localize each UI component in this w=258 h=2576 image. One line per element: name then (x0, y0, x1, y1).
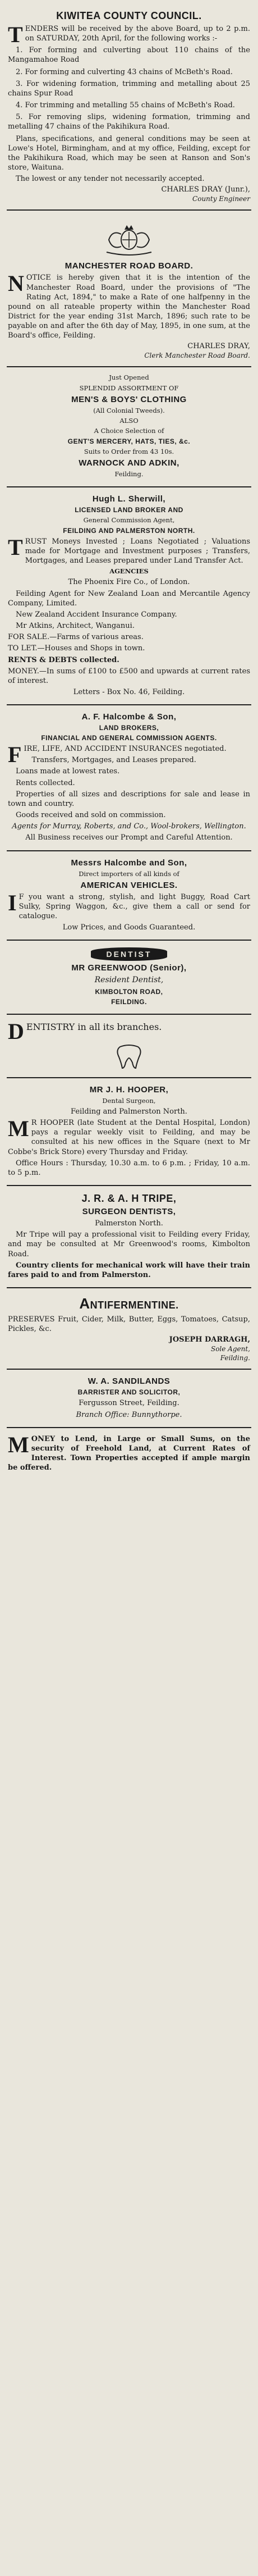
antifermentine-ad (7, 1288, 251, 1370)
halcombe2-body: F you want a strong, stylish, and light Buggy, Road Cart Sulky, Spring Waggon, &c., give them a call or send for catalogue. (19, 892, 250, 921)
tripe-town: Palmerston North. (95, 1219, 163, 1228)
sherwill-name: Hugh L. Sherwill, (92, 494, 166, 504)
kiwitea-signature-title: County Engineer (192, 195, 250, 203)
sherwill-let: TO LET.—Houses and Shops in town. (8, 644, 145, 653)
warnock-ad (7, 367, 251, 487)
money-ad (7, 1428, 251, 1480)
sherwill-atkins: Mr Atkins, Architect, Wanganui. (16, 622, 135, 631)
kiwitea-lowest: The lowest or any tender not necessarily accepted. (16, 175, 205, 184)
warnock-suits: Suits to Order from 43 10s. (84, 448, 174, 456)
sandilands-role: BARRISTER AND SOLICITOR, (77, 1388, 181, 1397)
kiwitea-item-1: 1. For forming and culverting about 110 chains of the Mangamahoe Road (8, 46, 250, 65)
halcombe-goods: Goods received and sold on commission. (16, 811, 166, 820)
sherwill-agencies: AGENCIES (109, 567, 149, 576)
manchester-signature-title: Clerk Manchester Road Board. (144, 352, 250, 360)
halcombe-agents: Agents for Murray, Roberts, and Co., Wool-brokers, Wellington. (12, 822, 246, 831)
sherwill-box: Letters - Box No. 46, Feilding. (73, 688, 185, 697)
antifermentine-agent-title: Sole Agent, (210, 1345, 250, 1353)
warnock-town: Feilding. (114, 470, 144, 478)
kiwitea-signature: CHARLES DRAY (Junr.), (161, 185, 250, 194)
warnock-mens-clothing: MEN'S & BOYS' CLOTHING (71, 394, 187, 404)
halcombe-properties: Properties of all sizes and descriptions for sale and lease in town and country. (8, 790, 250, 808)
kiwitea-item-4: 4. For trimming and metalling 55 chains of McBeth's Road. (16, 101, 235, 110)
antifermentine-town: Feilding. (220, 1354, 250, 1362)
greenwood-address: KIMBOLTON ROAD, (95, 987, 163, 996)
sandilands-address: Fergusson Street, Feilding. (79, 1399, 179, 1408)
halcombe2-name: Messrs Halcombe and Son, (71, 858, 187, 868)
hooper-hours: Office Hours : Thursday, 10.30 a.m. to 6 p.m. ; Friday, 10 a.m. to 5 p.m. (8, 1159, 250, 1177)
greenwood-name: MR GREENWOOD (Senior), (71, 963, 187, 973)
antifermentine-title-rest: NTIFERMENTINE. (90, 1300, 179, 1311)
tripe-country: Country clients for mechanical work will have their train fares paid to and from Palmerston. (8, 1261, 250, 1279)
advertisement-column (7, 0, 251, 1485)
sherwill-sale: FOR SALE.—Farms of various areas. (8, 633, 144, 642)
kiwitea-item-3: 3. For widening formation, trimming and metalling about 25 chains Spur Road (8, 79, 250, 98)
sherwill-phoenix: The Phoenix Fire Co., of London. (68, 578, 190, 587)
dentistry-ad (7, 1015, 251, 1078)
kiwitea-intro: ENDERS will be received by the above Board, up to 2 p.m. on SATURDAY, 20th April, for the following works :- (25, 25, 250, 43)
kiwitea-ad (7, 6, 251, 211)
tripe-ad (7, 1186, 251, 1288)
tripe-body: Mr Tripe will pay a professional visit to Feilding every Friday, and may be consulted at Mr Greenwood's rooms, Kimbolton Road. (8, 1230, 250, 1259)
sandilands-name: W. A. SANDILANDS (87, 1376, 171, 1387)
royal-crest-icon (8, 217, 250, 258)
hooper-name: MR J. H. HOOPER, (89, 1084, 169, 1095)
warnock-firm: WARNOCK AND ADKIN, (79, 458, 179, 468)
antifermentine-drop-cap: A (79, 1295, 90, 1312)
halcombe-business: All Business receives our Prompt and Careful Attention. (25, 833, 233, 842)
halcombe-transfers: Transfers, Mortgages, and Leases prepared. (31, 756, 196, 765)
halcombe2-american: AMERICAN VEHICLES. (80, 880, 178, 890)
halcombe-land: LAND BROKERS, (99, 724, 159, 732)
sherwill-loan: Feilding Agent for New Zealand Loan and Mercantile Agency Company, Limited. (8, 589, 250, 608)
warnock-choice: A Choice Selection of (94, 427, 164, 435)
hooper-body: R HOOPER (late Student at the Dental Hospital, London) pays a regular weekly visit to Feilding, and may be consulted at his new offices in the Square (next to Mr Cobbe's Brick Store) every Thursday and Friday. (8, 1119, 250, 1156)
halcombe-vehicles-ad (7, 851, 251, 941)
halcombe2-drop-cap: I (8, 890, 17, 915)
antifermentine-agent: JOSEPH DARRAGH, (169, 1335, 250, 1344)
sherwill-drop-cap: T (8, 534, 23, 560)
manchester-title: MANCHESTER ROAD BOARD. (64, 261, 194, 271)
kiwitea-title: KIWITEA COUNTY COUNCIL. (56, 10, 202, 21)
tripe-role: SURGEON DENTISTS, (82, 1207, 176, 1217)
sherwill-rents: RENTS & DEBTS collected. (8, 655, 119, 664)
warnock-splendid: SPLENDID ASSORTMENT OF (79, 384, 179, 392)
kiwitea-item-2: 2. For forming and culverting 43 chains of McBeth's Road. (16, 67, 233, 76)
manchester-drop-cap: N (8, 271, 24, 297)
greenwood-town: FEILDING. (111, 997, 147, 1006)
halcombe-financial: FINANCIAL AND GENERAL COMMISSION AGENTS. (41, 734, 217, 742)
halcombe-drop-cap: F (8, 742, 22, 768)
halcombe2-prices: Low Prices, and Goods Guaranteed. (62, 923, 196, 932)
greenwood-ad (7, 941, 251, 1014)
sherwill-money: MONEY.—In sums of £100 to £500 and upwards at current rates of interest. (8, 667, 250, 685)
sherwill-trust: RUST Moneys Invested ; Loans Negotiated ; Valuations made for Mortgage and Investment purposes ; Transfers, Mortgages, and Leases prepared under Land Transfer Act. (25, 537, 250, 566)
tooth-icon (8, 1043, 250, 1069)
hooper-role: Dental Surgeon, (102, 1096, 156, 1105)
antifermentine-title (8, 1295, 250, 1312)
warnock-also: ALSO (119, 416, 139, 425)
warnock-colonial: (All Colonial Tweeds). (93, 406, 165, 414)
warnock-just-opened: Just Opened (109, 373, 149, 382)
halcombe2-direct: Direct importers of all kinds of (79, 869, 179, 878)
kiwitea-plans: Plans, specifications, and general conditions may be seen at Lowe's Hotel, Birmingham, and at my office, Feilding, except for the Pakihikura Road, which may be seen at Ranson and Son's store, Waituna. (8, 134, 250, 172)
manchester-ad (7, 211, 251, 367)
sherwill-towns: FEILDING AND PALMERSTON NORTH. (63, 526, 195, 535)
dentistry-body: ENTISTRY in all its branches. (26, 1021, 162, 1032)
warnock-gents: GENT'S MERCERY, HATS, TIES, &c. (67, 437, 191, 446)
dentist-banner (8, 947, 250, 961)
sherwill-accident: New Zealand Accident Insurance Company. (16, 610, 177, 619)
kiwitea-item-5: 5. For removing slips, widening formation, trimming and metalling 47 chains of the Pakihikura Road. (8, 113, 250, 131)
hooper-towns: Feilding and Palmerston North. (71, 1107, 187, 1116)
hooper-drop-cap: M (8, 1116, 29, 1142)
sandilands-branch: Branch Office: Bunnythorpe. (76, 1410, 182, 1419)
sherwill-role: LICENSED LAND BROKER AND (75, 505, 183, 514)
tripe-names: J. R. & A. H TRIPE, (81, 1193, 177, 1205)
manchester-body: OTICE is hereby given that it is the intention of the Manchester Road Board, under the provisions of "The Rating Act, 1894," to make a Rate of one halfpenny in the pound on all rateable property within the Manchester Road District for the year ending 31st March, 1896; such rate to be payable on and after the 6th day of May, 1895, in one sum, at the Board's office, Feilding. (8, 273, 250, 340)
halcombe-name: A. F. Halcombe & Son, (81, 712, 177, 722)
hooper-ad (7, 1078, 251, 1186)
manchester-signature: CHARLES DRAY, (187, 342, 250, 351)
dentist-banner-text: DENTIST (91, 947, 168, 961)
sherwill-ad (7, 487, 251, 706)
sandilands-ad (7, 1370, 251, 1428)
dentistry-drop-cap: D (8, 1018, 24, 1044)
kiwitea-drop-cap: T (8, 22, 23, 47)
money-drop-cap: M (8, 1431, 29, 1457)
sherwill-role2: General Commission Agent, (83, 516, 175, 524)
halcombe-land-ad (7, 705, 251, 851)
money-body: ONEY to Lend, in Large or Small Sums, on the security of Freehold Land, at Current Rates of Interest. Town Properties accepted if ample margin be offered. (8, 1434, 250, 1472)
greenwood-resident: Resident Dentist, (94, 975, 164, 985)
halcombe-fire: IRE, LIFE, AND ACCIDENT INSURANCES negotiated. (24, 745, 227, 754)
halcombe-rents: Rents collected. (16, 778, 75, 787)
halcombe-loans: Loans made at lowest rates. (16, 767, 120, 776)
antifermentine-body: PRESERVES Fruit, Cider, Milk, Butter, Eggs, Tomatoes, Catsup, Pickles, &c. (8, 1315, 250, 1334)
